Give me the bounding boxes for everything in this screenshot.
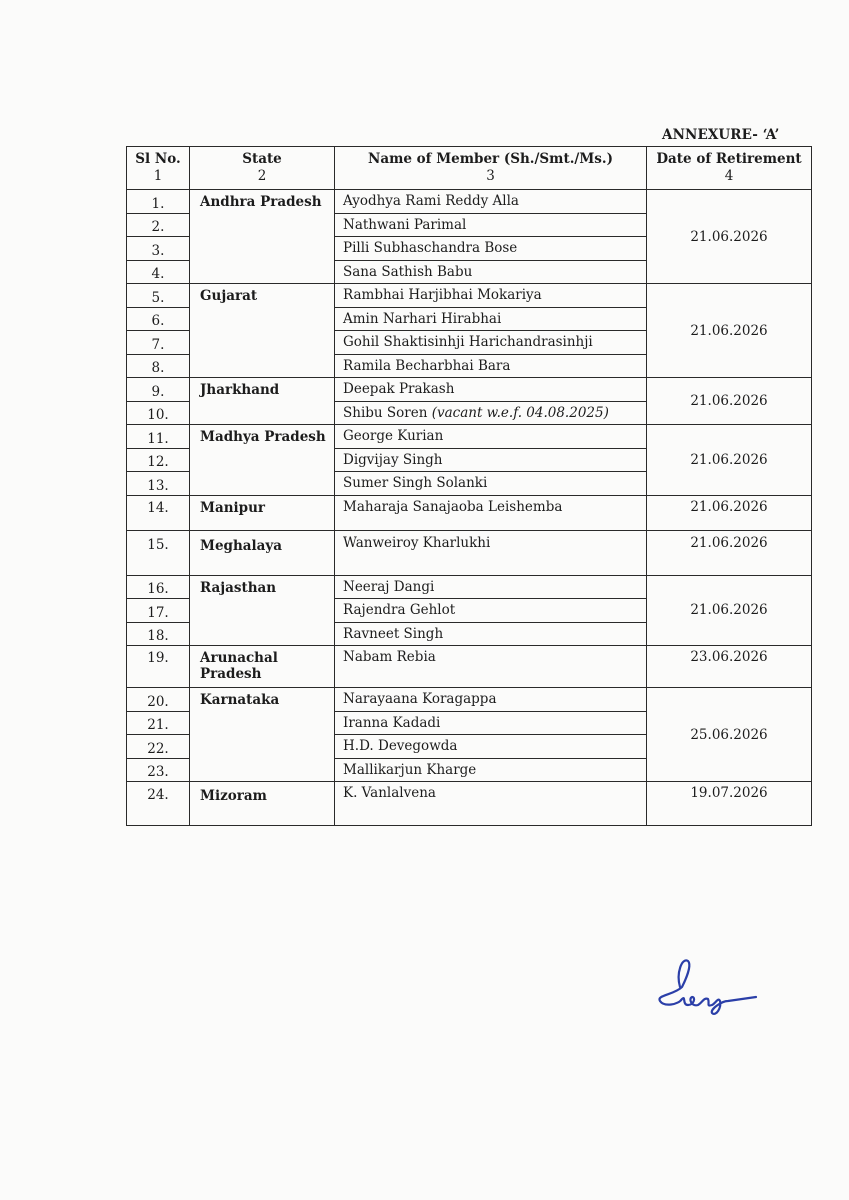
header-member-name: Name of Member (Sh./Smt./Ms.) 3 xyxy=(335,147,647,190)
sl-no: 9. xyxy=(127,378,190,402)
member-name: Ayodhya Rami Reddy Alla xyxy=(335,190,647,214)
header-state: State 2 xyxy=(190,147,335,190)
table-row xyxy=(127,284,812,308)
sl-no: 11. xyxy=(127,425,190,449)
table-row xyxy=(127,575,812,599)
member-name: Pilli Subhaschandra Bose xyxy=(335,237,647,261)
member-name: Mallikarjun Kharge xyxy=(335,758,647,782)
sl-no: 10. xyxy=(127,401,190,425)
member-name: Digvijay Singh xyxy=(335,448,647,472)
state-cell: Madhya Pradesh xyxy=(190,425,335,496)
sl-no: 5. xyxy=(127,284,190,308)
table-row xyxy=(127,425,812,449)
retirement-date: 21.06.2026 xyxy=(647,425,812,496)
table-row xyxy=(127,688,812,712)
state-cell: Gujarat xyxy=(190,284,335,378)
member-name: Ramila Becharbhai Bara xyxy=(335,354,647,378)
vacancy-note: (vacant w.e.f. 04.08.2025) xyxy=(431,404,609,421)
table-row xyxy=(127,190,812,214)
state-cell: Meghalaya xyxy=(190,530,335,575)
sl-no: 1. xyxy=(127,190,190,214)
sl-no: 20. xyxy=(127,688,190,712)
retirement-table xyxy=(126,146,812,826)
table-header-row xyxy=(127,147,812,190)
table-row xyxy=(127,646,812,688)
table-row xyxy=(127,495,812,530)
member-name: Neeraj Dangi xyxy=(335,575,647,599)
member-name: Deepak Prakash xyxy=(335,378,647,402)
header-retirement-date: Date of Retirement 4 xyxy=(647,147,812,190)
member-name: Amin Narhari Hirabhai xyxy=(335,307,647,331)
state-cell: Rajasthan xyxy=(190,575,335,646)
state-cell: Karnataka xyxy=(190,688,335,782)
member-name: K. Vanlalvena xyxy=(335,782,647,826)
member-name xyxy=(335,401,647,425)
retirement-date: 21.06.2026 xyxy=(647,495,812,530)
sl-no: 6. xyxy=(127,307,190,331)
sl-no: 8. xyxy=(127,354,190,378)
retirement-date: 23.06.2026 xyxy=(647,646,812,688)
member-name: Ravneet Singh xyxy=(335,622,647,646)
header-sl-no: Sl No. 1 xyxy=(127,147,190,190)
state-cell: Arunachal Pradesh xyxy=(190,646,335,688)
member-name: H.D. Devegowda xyxy=(335,735,647,759)
retirement-date: 21.06.2026 xyxy=(647,284,812,378)
member-name-text: Shibu Soren xyxy=(343,404,428,421)
sl-no: 13. xyxy=(127,472,190,496)
member-name: Narayaana Koragappa xyxy=(335,688,647,712)
sl-no: 12. xyxy=(127,448,190,472)
member-name: Rajendra Gehlot xyxy=(335,599,647,623)
table-row xyxy=(127,782,812,826)
handwritten-signature xyxy=(652,955,762,1025)
retirement-date: 21.06.2026 xyxy=(647,378,812,425)
retirement-date: 21.06.2026 xyxy=(647,575,812,646)
retirement-date: 21.06.2026 xyxy=(647,530,812,575)
sl-no: 3. xyxy=(127,237,190,261)
sl-no: 23. xyxy=(127,758,190,782)
member-name: Nabam Rebia xyxy=(335,646,647,688)
sl-no: 7. xyxy=(127,331,190,355)
sl-no: 14. xyxy=(127,495,190,530)
retirement-date: 25.06.2026 xyxy=(647,688,812,782)
member-name: Gohil Shaktisinhji Harichandrasinhji xyxy=(335,331,647,355)
member-name: Maharaja Sanajaoba Leishemba xyxy=(335,495,647,530)
state-cell: Jharkhand xyxy=(190,378,335,425)
state-cell: Andhra Pradesh xyxy=(190,190,335,284)
member-name: Nathwani Parimal xyxy=(335,213,647,237)
member-name: Iranna Kadadi xyxy=(335,711,647,735)
sl-no: 15. xyxy=(127,530,190,575)
signature-stroke xyxy=(659,960,756,1014)
state-cell: Mizoram xyxy=(190,782,335,826)
member-name: Sana Sathish Babu xyxy=(335,260,647,284)
sl-no: 21. xyxy=(127,711,190,735)
retirement-date: 19.07.2026 xyxy=(647,782,812,826)
sl-no: 4. xyxy=(127,260,190,284)
annexure-label: ANNEXURE- ‘A’ xyxy=(662,127,780,143)
sl-no: 22. xyxy=(127,735,190,759)
member-name: Sumer Singh Solanki xyxy=(335,472,647,496)
retirement-date: 21.06.2026 xyxy=(647,190,812,284)
sl-no: 19. xyxy=(127,646,190,688)
table-row xyxy=(127,378,812,402)
sl-no: 2. xyxy=(127,213,190,237)
member-name: Wanweiroy Kharlukhi xyxy=(335,530,647,575)
sl-no: 17. xyxy=(127,599,190,623)
member-name: George Kurian xyxy=(335,425,647,449)
sl-no: 18. xyxy=(127,622,190,646)
sl-no: 16. xyxy=(127,575,190,599)
sl-no: 24. xyxy=(127,782,190,826)
table-row xyxy=(127,530,812,575)
member-name: Rambhai Harjibhai Mokariya xyxy=(335,284,647,308)
state-cell: Manipur xyxy=(190,495,335,530)
